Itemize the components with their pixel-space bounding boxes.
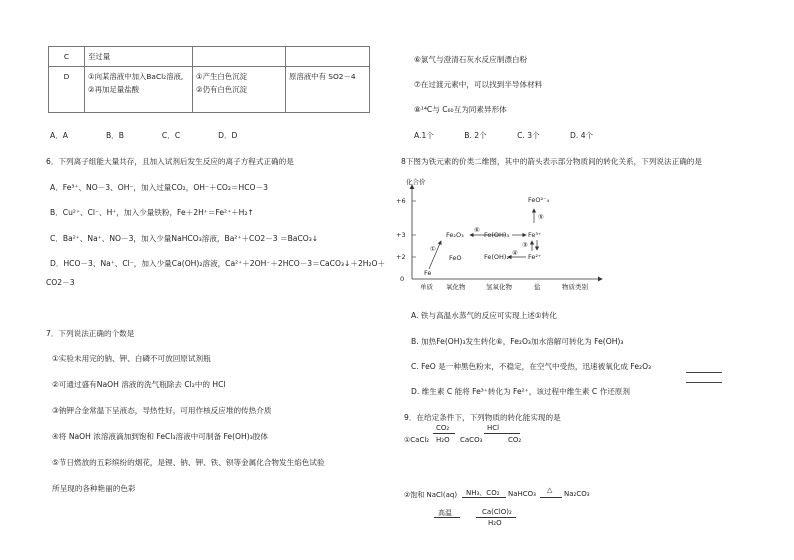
species-feoh3: Fe(OH)₃	[484, 231, 510, 239]
mark-3: ③	[522, 241, 528, 249]
species-feoh2: Fe(OH)₂	[484, 253, 510, 261]
xtick-label: 氧化物	[446, 283, 466, 291]
ytick-label: +3	[396, 231, 406, 239]
xtick-label: 物质类别	[562, 283, 588, 291]
reaction-arrow	[462, 497, 506, 498]
reaction-arrow	[476, 517, 516, 518]
table-cell-conclusion: 原溶液中有 SO2－4	[286, 67, 370, 113]
table-cell-conclusion	[286, 47, 370, 67]
q9-r3-cond-top: 高温	[438, 509, 452, 517]
q7-item-8: ⑧¹⁴C与 C₆₀互为同素异形体	[414, 105, 507, 114]
q9-r1-start: ①CaCl₂	[404, 436, 430, 444]
species-fe2: Fe²⁺	[528, 253, 542, 261]
q8-stem: 8下图为铁元素的价类二维图，其中的箭头表示部分物质间的转化关系，下列说法正确的是	[401, 157, 702, 166]
xtick-label: 盐	[534, 283, 541, 291]
species-fe2o3: Fe₂O₃	[446, 231, 464, 239]
iron-valence-diagram	[396, 177, 606, 293]
q6-option-d: D．HCO－3、Na⁺、Cl⁻，加入少量Ca(OH)₂溶液，Ca²⁺＋2OH⁻＋2HCO－3＝CaCO₃↓＋2H₂O＋	[50, 259, 386, 268]
chart-ylabel: 化合价	[406, 178, 426, 186]
reaction-arrow	[484, 433, 520, 434]
q6-stem: 6．下列离子组能大量共存，且加入试剂后发生反应的离子方程式正确的是	[46, 157, 294, 166]
q7-item-4: ④将 NaOH 浓溶液滴加到饱和 FeCl₃溶液中可制备 Fe(OH)₃胶体	[52, 432, 268, 441]
stray-arrow-line	[686, 372, 722, 373]
reaction-arrow	[433, 433, 455, 434]
q8-option-a: A. 铁与高温水蒸气的反应可实现上述①转化	[411, 311, 557, 320]
q8-option-c: C. FeO 是一种黑色粉末，不稳定，在空气中受热，迅速被氧化成 Fe₂O₃	[411, 362, 652, 371]
species-fe3: Fe³⁺	[528, 231, 542, 239]
q9-r3-cond-bot2: H₂O	[488, 519, 502, 527]
phenomenon-1: ①产生白色沉淀	[196, 72, 247, 81]
q7-item-3: ③钠钾合金常温下呈液态，导热性好，可用作核反应堆的传热介质	[52, 406, 272, 415]
reaction-arrow	[434, 517, 460, 518]
table-cell-phenomenon	[193, 67, 286, 113]
q9-r1-mid: CaCO₃	[460, 436, 483, 444]
q9-r1-end: CO₂	[508, 436, 522, 444]
q7-item-6: ⑥氯气与澄清石灰水反应制漂白粉	[414, 55, 528, 64]
q8-option-b: B. 加热Fe(OH)₃发生转化⑥，Fe₂O₃加水溶解可转化为 Fe(OH)₃	[411, 337, 624, 346]
q7-item-5-cont: 所呈现的各种艳丽的色彩	[52, 484, 136, 493]
table-row	[49, 67, 370, 113]
q6-option-b: B．Cu²⁺、Cl⁻、H⁺，加入少量铁粉，Fe＋2H⁺＝Fe²⁺＋H₂↑	[50, 208, 254, 217]
q9-r2-cond-top2: △	[547, 486, 553, 494]
table-row	[49, 47, 370, 67]
table-cell-operation: 至过量	[85, 47, 193, 67]
q9-r1-cond-top2: HCl	[487, 424, 500, 432]
species-feo4: FeO²⁻₄	[528, 196, 550, 204]
options-table	[48, 46, 370, 113]
q9-r1-cond-bot: H₂O	[436, 436, 450, 444]
stray-arrow-line	[686, 382, 722, 383]
q9-r1-cond-top: CO₂	[436, 424, 450, 432]
q6-option-c: C．Ba²⁺、Na⁺、NO－3，加入少量NaHCO₃溶液，Ba²⁺＋CO2－3 ＝BaCO₃↓	[50, 234, 319, 243]
q7-options: A.1个 B. 2个 C. 3个 D. 4个	[414, 131, 594, 140]
table-cell-key: C	[49, 47, 85, 67]
ytick-label: 0	[400, 275, 405, 283]
xtick-label: 氢氧化物	[486, 283, 512, 291]
mark-1: ①	[430, 245, 436, 253]
q7-stem: 7．下列说法正确的个数是	[46, 329, 135, 338]
species-fe: Fe	[424, 269, 432, 277]
phenomenon-2: ②仍有白色沉淀	[196, 85, 247, 94]
ytick-label: +2	[396, 253, 406, 261]
operation-step-2: ②再加足量盐酸	[88, 85, 139, 94]
q9-r2-end: Na₂CO₃	[564, 490, 590, 498]
q7-item-1: ①实验未用完的钠、钾、白磷不可放回原试剂瓶	[52, 354, 211, 363]
q9-r2-mid: NaHCO₃	[508, 490, 536, 498]
mark-4: ④	[512, 249, 518, 257]
table-cell-key: D	[49, 67, 85, 113]
species-feo: FeO	[449, 254, 462, 262]
q6-option-a: A．Fe³⁺、NO－3、OH⁻，加入过量CO₂，OH⁻＋CO₂＝HCO－3	[50, 183, 268, 192]
mark-5: ⑤	[538, 213, 544, 221]
q7-item-2: ②可通过盛有NaOH 溶液的洗气瓶除去 Cl₂中的 HCl	[52, 380, 226, 389]
q6-option-d-cont: CO2－3	[46, 278, 75, 287]
q7-item-5: ⑤节日燃放的五彩缤纷的烟花，是锂、钠、钾、铁、钡等金属化合物发生焰色试验	[52, 458, 325, 467]
table-cell-operation	[85, 67, 193, 113]
operation-step-1: ①向某溶液中加入BaCl₂溶液,	[88, 72, 184, 81]
q7-item-7: ⑦在过渡元素中，可以找到半导体材料	[414, 80, 543, 89]
q8-option-d: D. 维生素 C 能将 Fe³⁺转化为 Fe²⁺，该过程中维生素 C 作还原剂	[411, 387, 630, 396]
table-cell-phenomenon	[193, 47, 286, 67]
q5-options: A．A B．B C．C D．D	[50, 131, 238, 140]
ytick-label: +6	[396, 197, 406, 205]
mark-6: ⑥	[474, 226, 480, 234]
q9-stem: 9．在给定条件下，下列物质的转化能实现的是	[404, 413, 561, 422]
xtick-label: 单质	[420, 283, 433, 291]
q9-r2-start: ②饱和 NaCl(aq)	[404, 491, 458, 499]
q9-r2-cond-top: NH₃、CO₂	[466, 489, 500, 497]
reaction-arrow	[540, 497, 562, 498]
q9-r3-cond-top2: Ca(ClO)₂	[482, 508, 512, 516]
